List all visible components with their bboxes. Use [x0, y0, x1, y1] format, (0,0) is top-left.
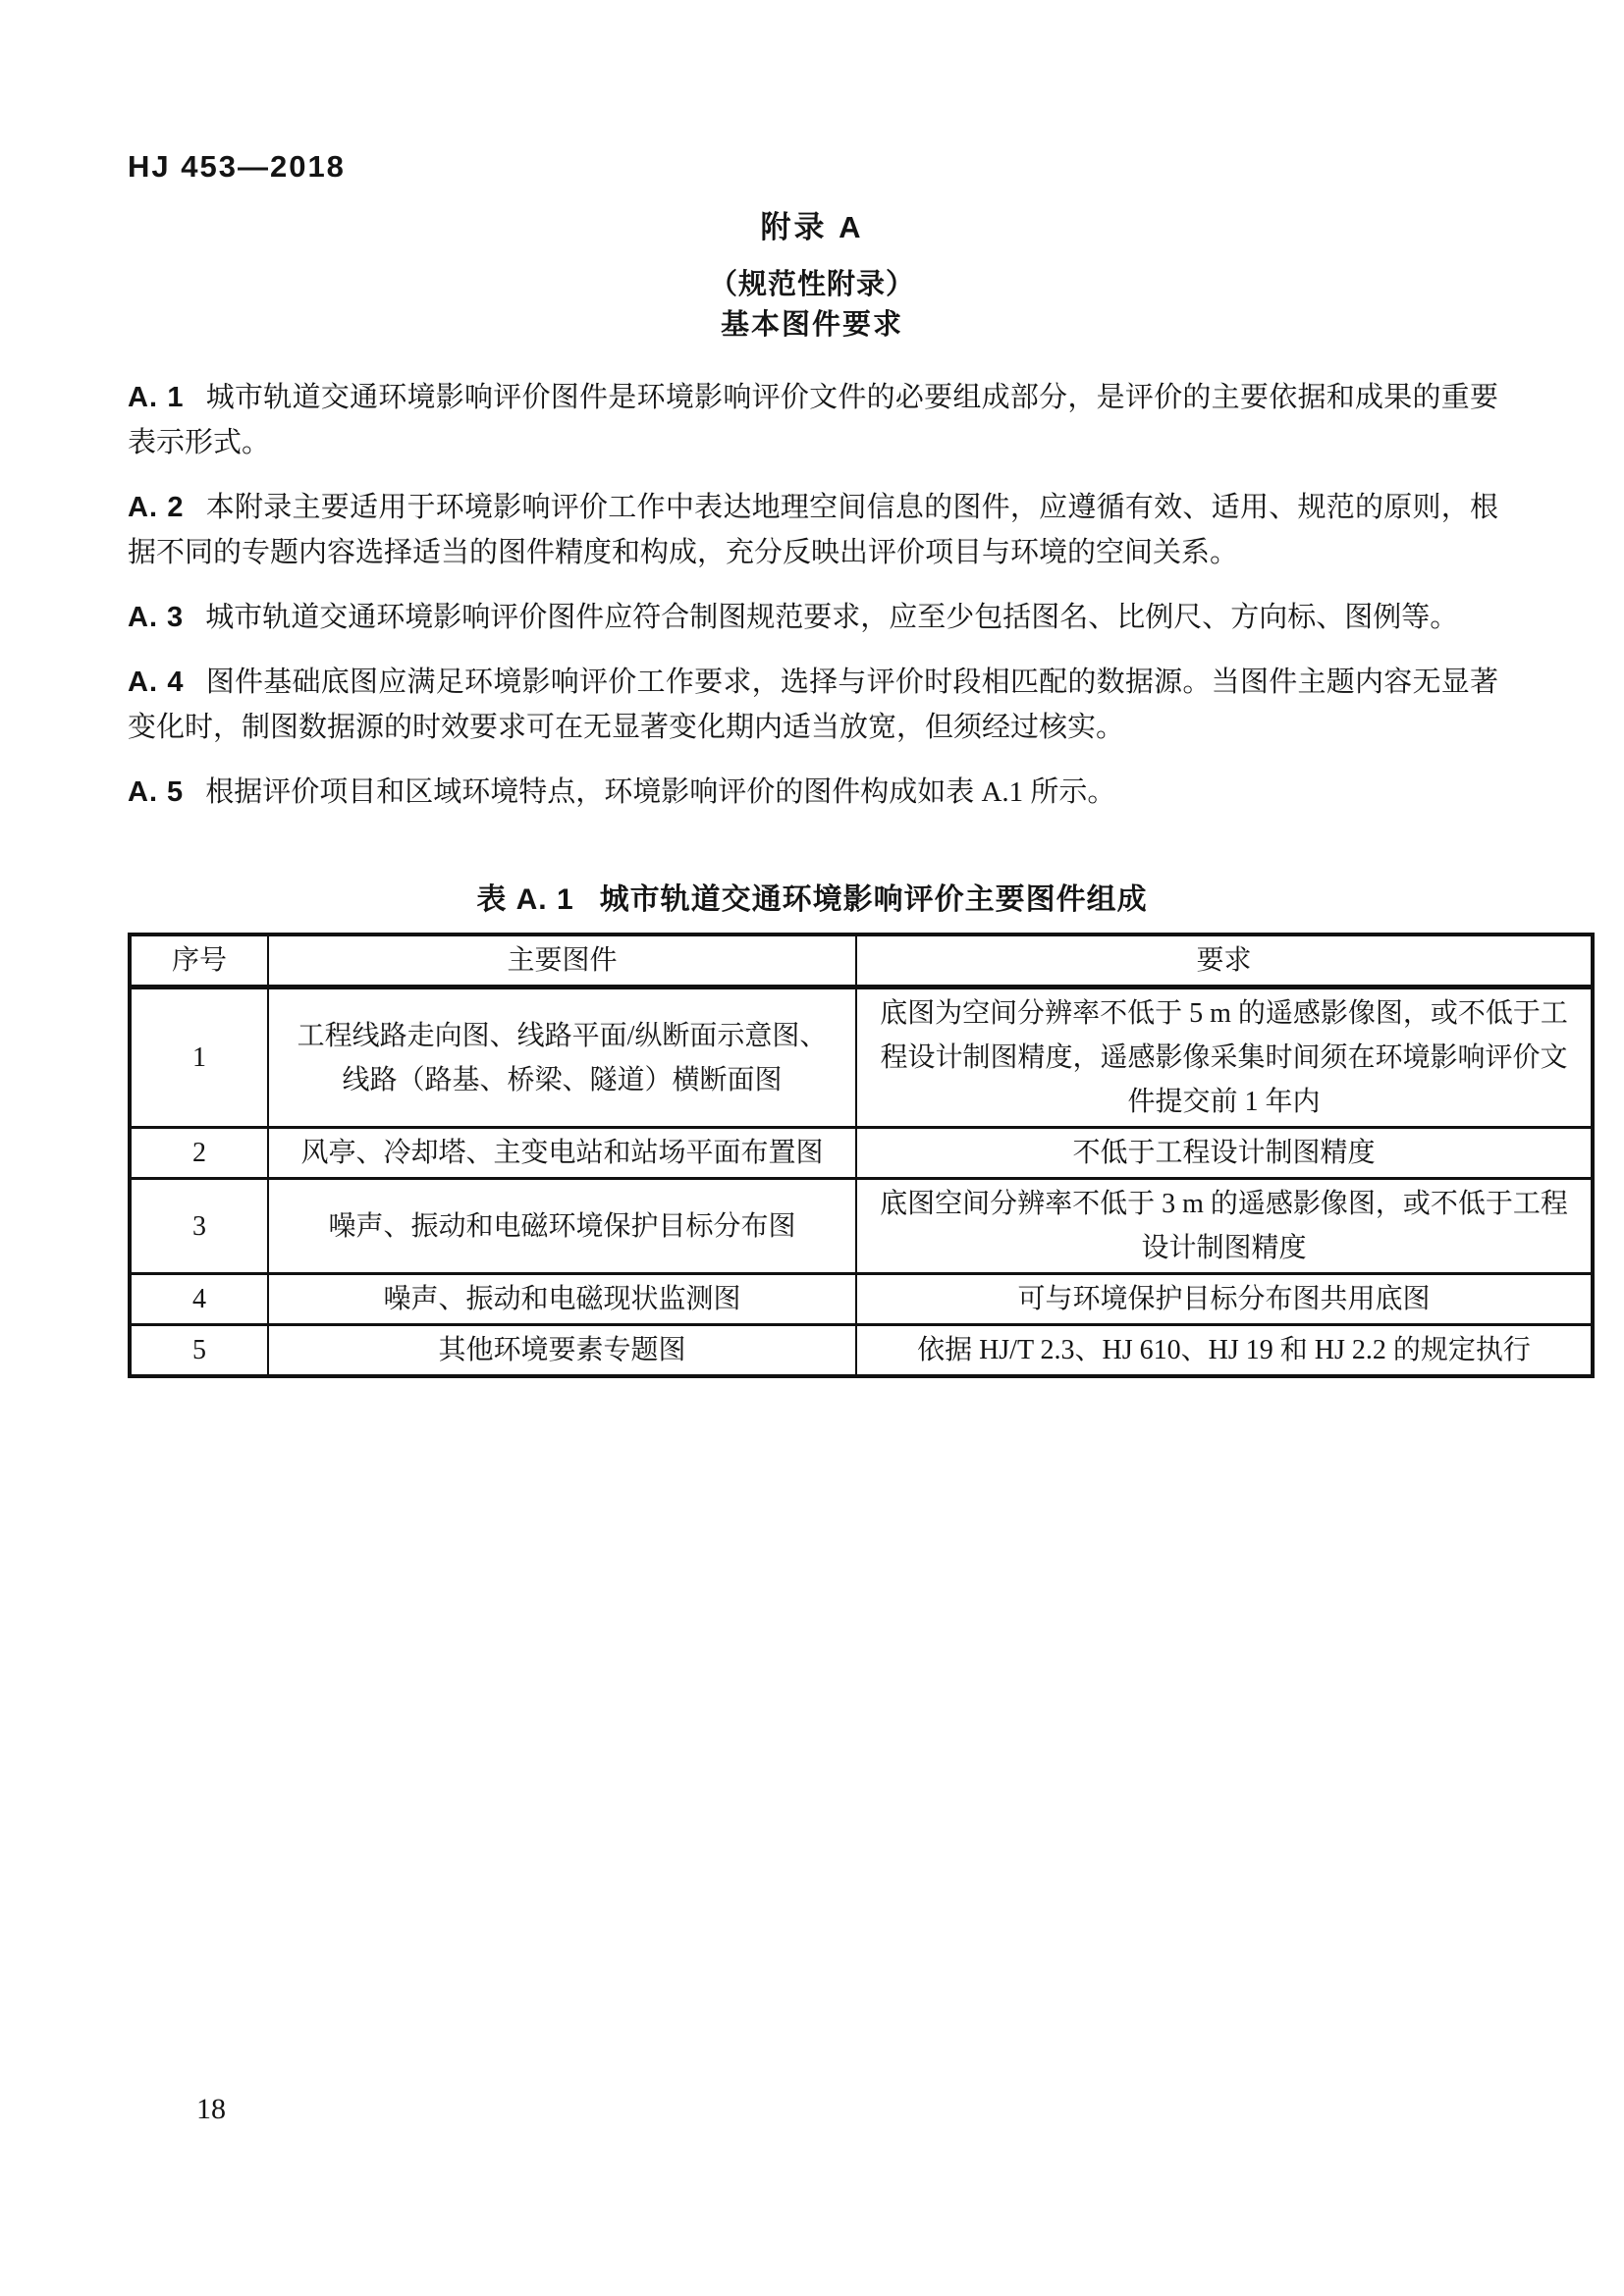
table-title [0, 875, 1624, 918]
cell-item: 噪声、振动和电磁现状监测图 [268, 1274, 856, 1325]
cell-no: 3 [130, 1179, 268, 1274]
clause-a3-label: A. 3 [128, 602, 185, 633]
cell-requirement: 底图空间分辨率不低于 3 m 的遥感影像图，或不低于工程设计制图精度 [856, 1179, 1593, 1274]
table-header [130, 934, 1593, 988]
table-row [130, 988, 1593, 1128]
table-row [130, 1179, 1593, 1274]
figure-requirements-table [128, 933, 1595, 1378]
header-cell-requirement: 要求 [856, 934, 1593, 988]
cell-requirement: 可与环境保护目标分布图共用底图 [856, 1274, 1593, 1325]
clause-a3 [128, 595, 1498, 640]
cell-requirement: 底图为空间分辨率不低于 5 m 的遥感影像图，或不低于工程设计制图精度，遥感影像采集时间须在环境影响评价文件提交前 1 年内 [856, 988, 1593, 1128]
table-row [130, 1128, 1593, 1179]
table-header-row [130, 934, 1593, 988]
clause-list [128, 375, 1498, 834]
appendix-heading: 基本图件要求 [720, 309, 903, 341]
clause-a1-label: A. 1 [128, 382, 185, 413]
clause-a4 [128, 660, 1498, 750]
clause-a1-text: 城市轨道交通环境影响评价图件是环境影响评价文件的必要组成部分，是评价的主要依据和成果的重要表示形式。 [128, 382, 1498, 458]
clause-a2-label: A. 2 [128, 492, 185, 523]
cell-item: 工程线路走向图、线路平面/纵断面示意图、线路（路基、桥梁、隧道）横断面图 [268, 988, 856, 1128]
table-body [130, 988, 1593, 1377]
clause-a3-text: 城市轨道交通环境影响评价图件应符合制图规范要求，应至少包括图名、比例尺、方向标、图例等。 [205, 602, 1459, 633]
clause-a4-label: A. 4 [128, 667, 185, 698]
clause-a4-text: 图件基础底图应满足环境影响评价工作要求，选择与评价时段相匹配的数据源。当图件主题内容无显著变化时，制图数据源的时效要求可在无显著变化期内适当放宽，但须经过核实。 [128, 667, 1498, 743]
doc-number: HJ 453—2018 [128, 149, 346, 184]
clause-a2 [128, 485, 1498, 575]
cell-requirement: 依据 HJ/T 2.3、HJ 610、HJ 19 和 HJ 2.2 的规定执行 [856, 1325, 1593, 1377]
cell-no: 4 [130, 1274, 268, 1325]
clause-a1 [128, 375, 1498, 465]
cell-requirement: 不低于工程设计制图精度 [856, 1128, 1593, 1179]
table-title-label: 表 A. 1 [476, 883, 574, 916]
cell-no: 5 [130, 1325, 268, 1377]
clause-a5 [128, 770, 1498, 815]
clause-a2-text: 本附录主要适用于环境影响评价工作中表达地理空间信息的图件，应遵循有效、适用、规范的原则，根据不同的专题内容选择适当的图件精度和构成，充分反映出评价项目与环境的空间关系。 [128, 492, 1498, 568]
cell-item: 风亭、冷却塔、主变电站和站场平面布置图 [268, 1128, 856, 1179]
table-title-text: 城市轨道交通环境影响评价主要图件组成 [599, 883, 1148, 916]
header-cell-no: 序号 [130, 934, 268, 988]
header-cell-item: 主要图件 [268, 934, 856, 988]
cell-item: 噪声、振动和电磁环境保护目标分布图 [268, 1179, 856, 1274]
clause-a5-text: 根据评价项目和区域环境特点，环境影响评价的图件构成如表 A.1 所示。 [205, 776, 1116, 808]
page-number: 18 [196, 2093, 226, 2125]
table-row [130, 1325, 1593, 1377]
appendix-title: 附录 A [760, 210, 864, 244]
cell-item: 其他环境要素专题图 [268, 1325, 856, 1377]
clause-a5-label: A. 5 [128, 776, 185, 808]
cell-no: 2 [130, 1128, 268, 1179]
cell-no: 1 [130, 988, 268, 1128]
table-row [130, 1274, 1593, 1325]
appendix-subtitle: （规范性附录） [708, 269, 915, 300]
